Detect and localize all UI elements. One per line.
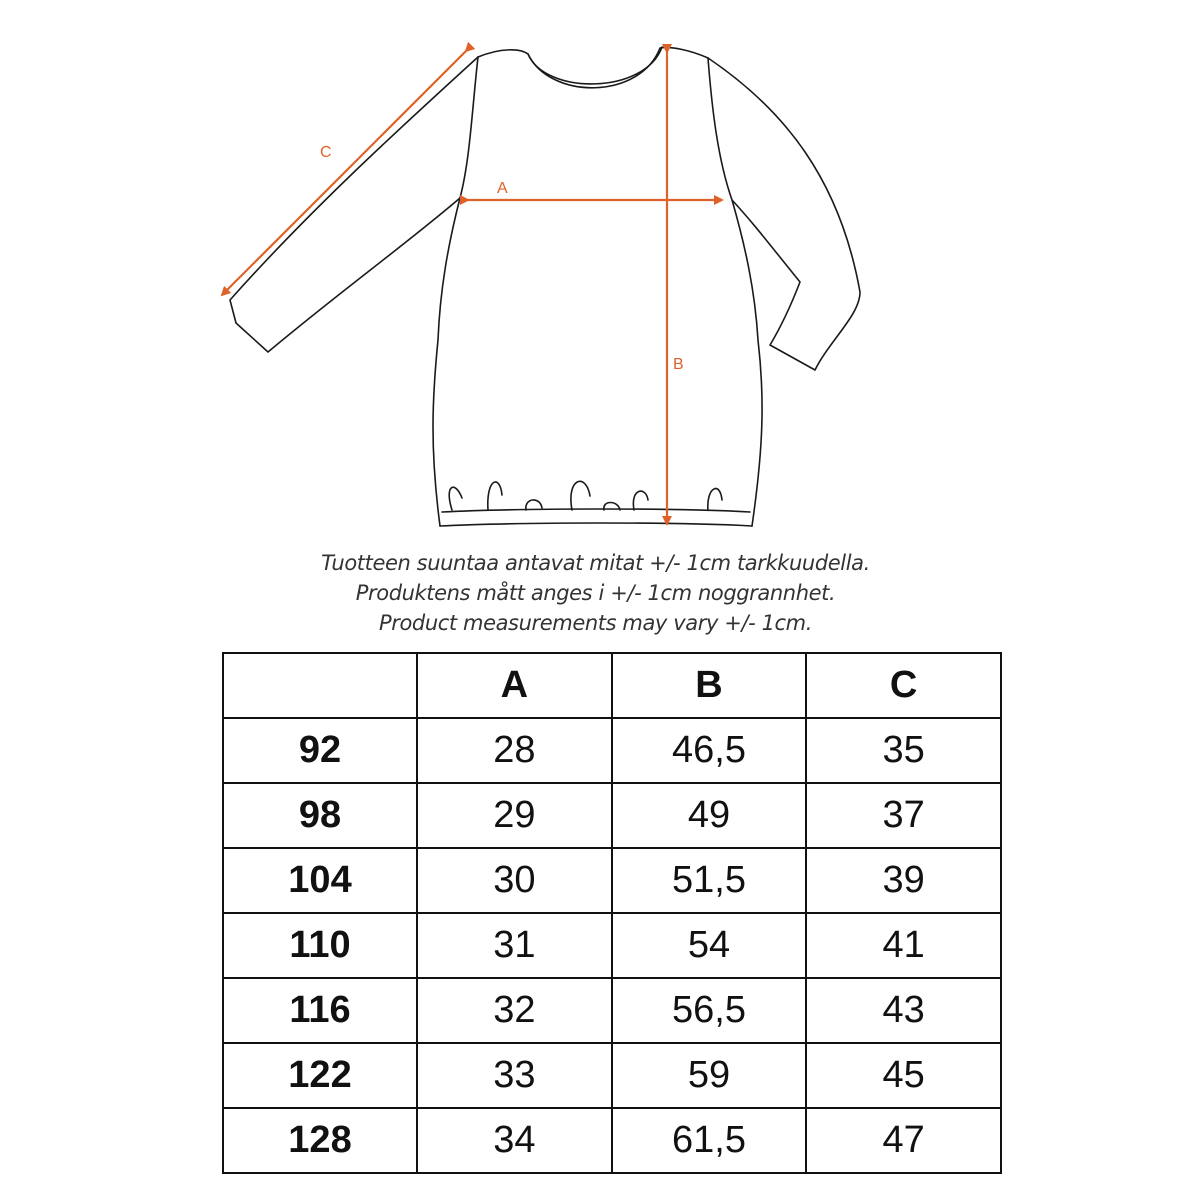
- value-c-cell: 43: [806, 978, 1001, 1043]
- table-row: [223, 913, 1001, 978]
- value-c-cell: 41: [806, 913, 1001, 978]
- header-a: A: [417, 653, 612, 718]
- size-cell: 110: [223, 913, 417, 978]
- garment-diagram: [0, 0, 1191, 545]
- size-table: [222, 652, 1002, 1174]
- value-a-cell: 34: [417, 1108, 612, 1173]
- table-row: [223, 848, 1001, 913]
- value-b-cell: 46,5: [612, 718, 807, 783]
- value-b-cell: 51,5: [612, 848, 807, 913]
- table-row: [223, 783, 1001, 848]
- measure-a-label: A: [497, 180, 508, 197]
- size-cell: 128: [223, 1108, 417, 1173]
- size-cell: 116: [223, 978, 417, 1043]
- header-size: [223, 653, 417, 718]
- table-header-row: [223, 653, 1001, 718]
- table-row: [223, 1043, 1001, 1108]
- value-c-cell: 39: [806, 848, 1001, 913]
- value-a-cell: 28: [417, 718, 612, 783]
- size-cell: 104: [223, 848, 417, 913]
- value-c-cell: 47: [806, 1108, 1001, 1173]
- value-a-cell: 33: [417, 1043, 612, 1108]
- value-c-cell: 37: [806, 783, 1001, 848]
- measure-c-line: [222, 51, 466, 295]
- header-b: B: [612, 653, 807, 718]
- value-a-cell: 29: [417, 783, 612, 848]
- value-b-cell: 61,5: [612, 1108, 807, 1173]
- value-c-cell: 45: [806, 1043, 1001, 1108]
- value-a-cell: 32: [417, 978, 612, 1043]
- value-b-cell: 49: [612, 783, 807, 848]
- table-row: [223, 1108, 1001, 1173]
- size-cell: 122: [223, 1043, 417, 1108]
- table-row: [223, 978, 1001, 1043]
- value-b-cell: 54: [612, 913, 807, 978]
- measure-b-label: B: [673, 356, 684, 373]
- tolerance-note-fi: Tuotteen suuntaa antavat mitat +/- 1cm tarkkuudella.: [321, 551, 870, 575]
- tolerance-note-sv: Produktens mått anges i +/- 1cm noggrannhet.: [355, 581, 836, 605]
- measure-c-label: C: [320, 144, 332, 161]
- table-row: [223, 718, 1001, 783]
- value-a-cell: 30: [417, 848, 612, 913]
- garment-outline: [230, 47, 860, 526]
- value-b-cell: 56,5: [612, 978, 807, 1043]
- value-b-cell: 59: [612, 1043, 807, 1108]
- tolerance-note-en: Product measurements may vary +/- 1cm.: [378, 611, 813, 635]
- value-a-cell: 31: [417, 913, 612, 978]
- header-c: C: [806, 653, 1001, 718]
- value-c-cell: 35: [806, 718, 1001, 783]
- size-cell: 92: [223, 718, 417, 783]
- size-cell: 98: [223, 783, 417, 848]
